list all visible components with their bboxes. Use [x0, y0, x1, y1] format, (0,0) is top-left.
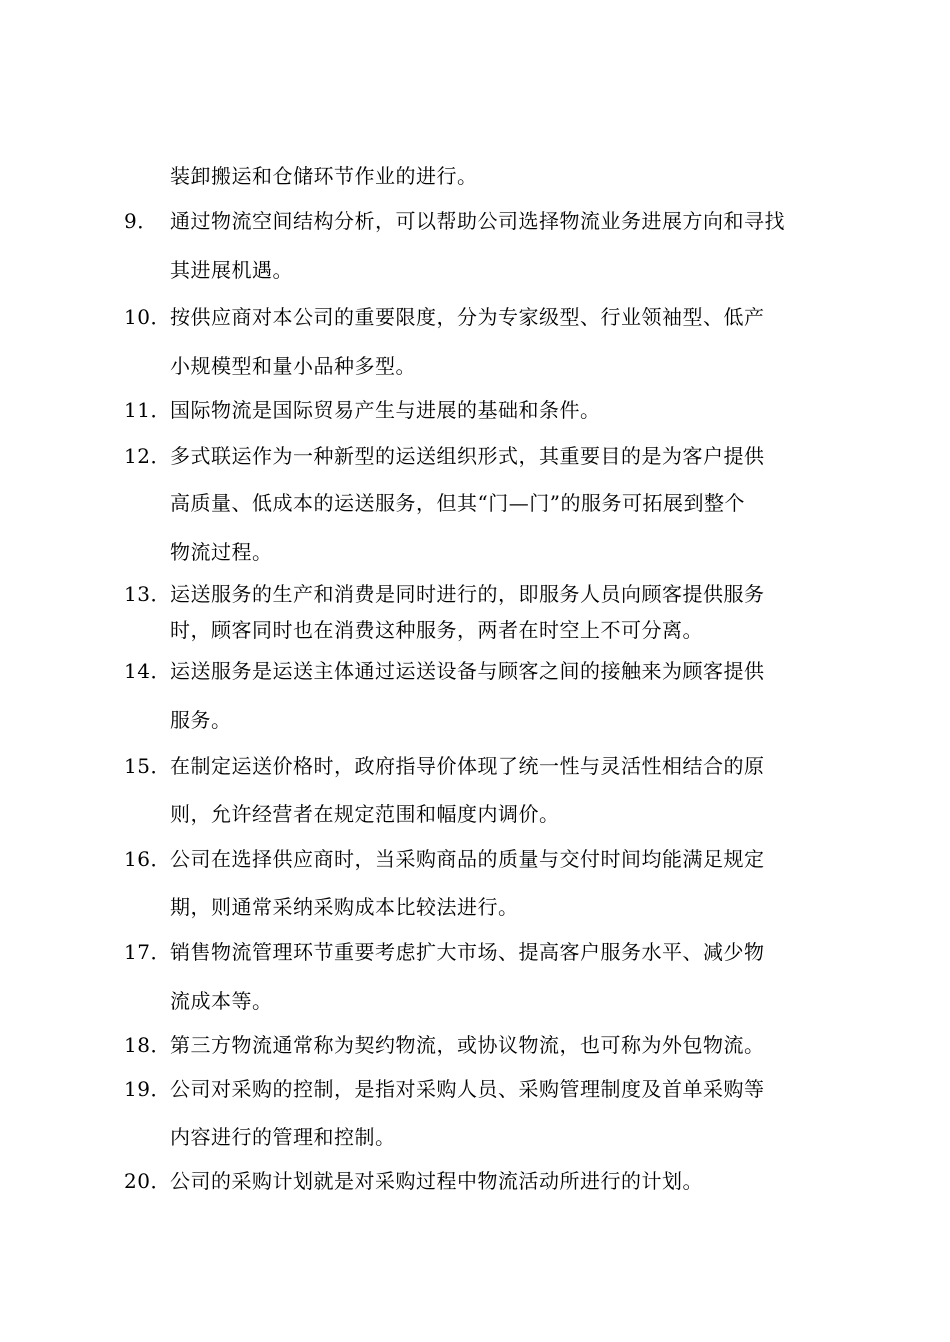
numbered-item-16	[124, 846, 765, 872]
numbered-item-13	[124, 581, 765, 607]
paragraph-line: 期，则通常采纳采购成本比较法进行。	[170, 895, 519, 919]
item-number: 19．	[124, 1077, 171, 1101]
paragraph-line: 国际物流是国际贸易产生与进展的基础和条件。	[170, 398, 601, 422]
paragraph-line: 其进展机遇。	[170, 258, 293, 282]
paragraph-line: 通过物流空间结构分析，可以帮助公司选择物流业务进展方向和寻找	[170, 209, 785, 233]
item-number: 9．	[124, 209, 158, 233]
numbered-item-19	[124, 1076, 765, 1102]
item-number: 20．	[124, 1169, 171, 1193]
paragraph-line: 高质量、低成本的运送服务，但其“门—门”的服务可拓展到整个	[170, 491, 745, 515]
item-number: 16．	[124, 847, 171, 871]
numbered-item-10	[124, 304, 765, 330]
paragraph-line: 多式联运作为一种新型的运送组织形式，其重要目的是为客户提供	[170, 444, 765, 468]
item-number: 13．	[124, 582, 171, 606]
numbered-item-12	[124, 443, 765, 469]
paragraph-line: 公司对采购的控制，是指对采购人员、采购管理制度及首单采购等	[170, 1077, 765, 1101]
paragraph-line: 公司的采购计划就是对采购过程中物流活动所进行的计划。	[170, 1169, 703, 1193]
item-number: 11．	[124, 398, 171, 422]
numbered-item-17	[124, 939, 765, 965]
paragraph-line: 则，允许经营者在规定范围和幅度内调价。	[170, 802, 560, 826]
paragraph-line: 第三方物流通常称为契约物流，或协议物流，也可称为外包物流。	[170, 1033, 765, 1057]
paragraph-line: 内容进行的管理和控制。	[170, 1125, 396, 1149]
numbered-item-9	[124, 208, 785, 234]
paragraph-line: 运送服务的生产和消费是同时进行的，即服务人员向顾客提供服务	[170, 582, 765, 606]
numbered-item-14	[124, 658, 765, 684]
paragraph-line: 运送服务是运送主体通过运送设备与顾客之间的接触来为顾客提供	[170, 659, 765, 683]
paragraph-line: 销售物流管理环节重要考虑扩大市场、提高客户服务水平、减少物	[170, 940, 765, 964]
item-number: 12．	[124, 444, 171, 468]
numbered-item-18	[124, 1032, 765, 1058]
numbered-item-20	[124, 1168, 703, 1194]
item-number: 18．	[124, 1033, 171, 1057]
item-number: 15．	[124, 754, 171, 778]
paragraph-line: 服务。	[170, 708, 232, 732]
paragraph-line: 小规模型和量小品种多型。	[170, 354, 416, 378]
paragraph-line: 时，顾客同时也在消费这种服务，两者在时空上不可分离。	[170, 618, 703, 642]
item-number: 10．	[124, 305, 171, 329]
paragraph-line: 装卸搬运和仓储环节作业的进行。	[170, 164, 478, 188]
paragraph-line: 在制定运送价格时，政府指导价体现了统一性与灵活性相结合的原	[170, 754, 765, 778]
paragraph-line: 公司在选择供应商时，当采购商品的质量与交付时间均能满足规定	[170, 847, 765, 871]
paragraph-line: 按供应商对本公司的重要限度，分为专家级型、行业领袖型、低产	[170, 305, 765, 329]
paragraph-line: 物流过程。	[170, 540, 273, 564]
numbered-item-15	[124, 753, 765, 779]
numbered-item-11	[124, 397, 601, 423]
item-number: 17．	[124, 940, 171, 964]
item-number: 14．	[124, 659, 171, 683]
paragraph-line: 流成本等。	[170, 989, 273, 1013]
